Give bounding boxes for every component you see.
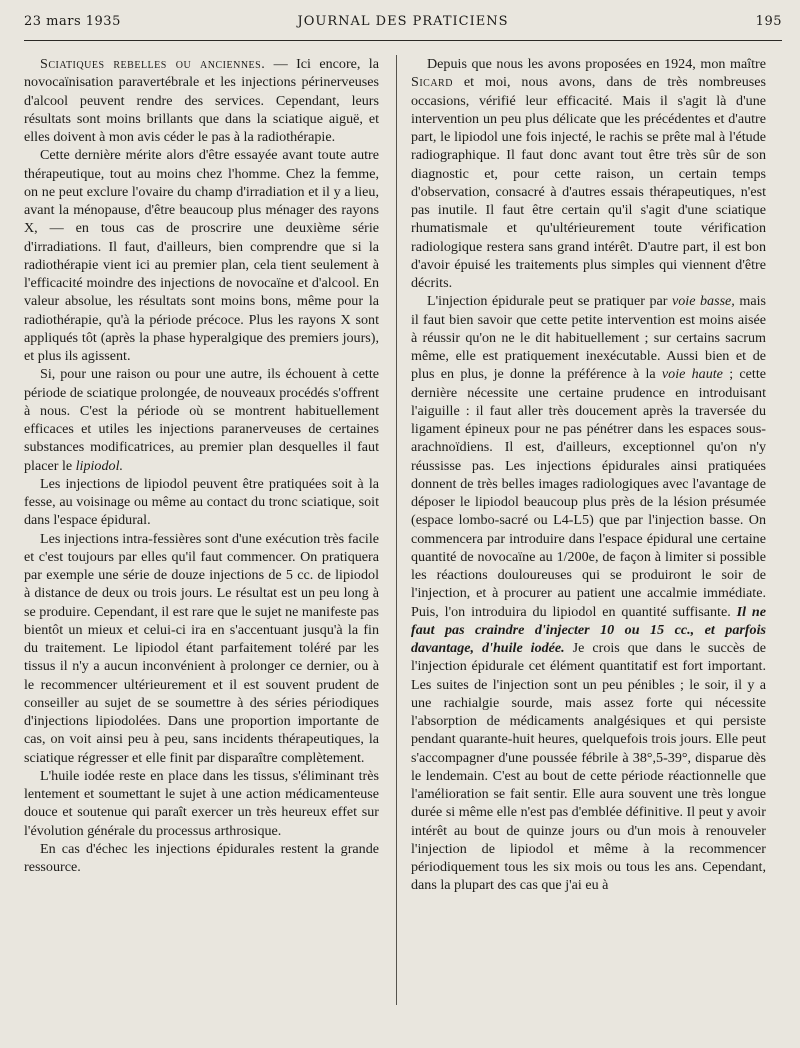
issue-date: 23 mars 1935 xyxy=(24,14,121,29)
paragraph-text: et moi, nous avons, dans de très nombreuses occasions, vérifié leur efficacité. Mais il s'agit là d'une intervention un peu plus délicate que les précédentes et d'autre part, le lipiodol une fois injecté, le rachis se prête mal à l'étude radiographique. Il faut donc avant tout être très sûr de son diagnostic et, pour cette raison, un certain temps d'observation, consacré à d'autres essais thérapeutiques, n'est pas inutile. Il faut être certain qu'il s'agit d'une sciatique rhumatismale et qu'ultérieurement toute vérification radiologique restera sans grand intérêt. D'autre part, il est bon d'avoir épuisé les traitements plus simples qui viennent d'être décrits. xyxy=(411,74,766,291)
emphasized-dosage: Il ne faut pas craindre d'injecter 10 ou 15 cc., et parfois davantage, d'huile iodée. xyxy=(411,603,766,656)
right-column xyxy=(411,55,766,1045)
section-heading: Sciatiques rebelles ou anciennes. xyxy=(40,56,266,72)
paragraph-text: ; cette dernière nécessite une certaine prudence en introduisant l'aiguille : il faut aller très doucement après la traversée du ligament épineux pour ne pas pénétrer dans les espaces sous-arachnoïdiens. Il est, d'ailleurs, exceptionnel qu'on n'y réussisse pas. Les injections épidurales ainsi pratiquées donnent de très belles images radiologiques avec l'avantage de déposer le lipiodol beaucoup plus près de la lésion présumée (espace lombo-sacré ou L4-L5) que par l'injection basse. On commencera par introduire dans l'espace épidural une certaine quantité de novocaïne au 1/200e, de façon à limiter si possible les réactions douloureuses qui se produiront le soir de l'injection, et à procurer au patient une accalmie immédiate. Puis, l'on introduira du lipiodol en quantité suffisante. xyxy=(411,366,767,620)
left-column xyxy=(24,55,379,1045)
paragraph-huile-iodee: L'huile iodée reste en place dans les tissus, s'éliminant très lentement et soumettant le sujet à une action médicamenteuse douce et soutenue qui paraît exercer un très heureux effet sur l'évolution générale du processus arthrosique. xyxy=(24,767,379,839)
voie-haute-term: voie haute xyxy=(661,366,723,383)
page-number: 195 xyxy=(755,14,782,29)
voie-basse-term: voie basse, xyxy=(671,293,735,310)
paragraph-text: Je crois que dans le succès de l'injection épidurale cet élément quantitatif est fort important. Les suites de l'injection sont un peu pénibles ; le soir, il y a une rachialgie sourde, mais assez forte qui nécessite l'absorption de médicaments analgésiques et qui persiste pendant quarante-huit heures, quelquefois trois jours. Elle peut s'accompagner d'une poussée fébrile à 38°,5-39°, disparue dès le lendemain. C'est au bout de cette période réactionnelle que l'amélioration se fait sentir. Elle aura souvent une très longue durée si même elle n'est pas d'emblée définitive. Il peut y avoir intérêt au bout de quinze jours ou d'un mois à renouveler l'injection de lipiodol et même à la recommencer périodiquement tous les six mois ou tous les ans. Cependant, dans la plupart des cas que j'ai eu à xyxy=(411,640,766,894)
paragraph-echec: En cas d'échec les injections épidurales restent la grande ressource. xyxy=(24,840,379,875)
journal-title: JOURNAL DES PRATICIENS xyxy=(297,14,509,29)
paragraph-text: Si, pour une raison ou pour une autre, ils échouent à cette période de sciatique prolongée, de nouveaux procédés s'offrent à nous. C'est la période où se montrent habituellement efficaces et utiles les injections paranerveuses de certaines substances modificatrices, au premier plan desquelles il faut placer le xyxy=(24,366,379,474)
column-divider xyxy=(396,55,397,1005)
paragraph-lipiodol-intro xyxy=(24,365,379,475)
paragraph-text: — Ici encore, la novocaïnisation paravertébrale et les injections périnerveuses d'alcool peuvent rendre des services. Cependant, leurs résultats sont moins brillants que dans la sciatique aiguë, et elles doivent à mon avis céder le pas à la radiothérapie. xyxy=(24,56,379,145)
paragraph-injection-epidurale xyxy=(411,292,766,894)
lipiodol-term: lipiodol. xyxy=(75,457,124,474)
paragraph-injections-lipiodol: Les injections de lipiodol peuvent être pratiquées soit à la fesse, au voisinage ou même au contact du tronc sciatique, soit dans l'espace épidural. xyxy=(24,475,379,529)
text-columns xyxy=(24,55,782,1045)
paragraph-radiotherapie: Cette dernière mérite alors d'être essayée avant toute autre thérapeutique, tout au moins chez l'homme. Chez la femme, on ne peut exclure l'ovaire du champ d'irradiation et il y a lieu, avant la ménopause, d'être beaucoup plus ménager des rayons X, — en tous cas de proscrire une deuxième série d'irradiations. Il faut, d'ailleurs, bien comprendre que si la radiothérapie vient ici au premier plan, cela tient seulement à l'efficacité moindre des injections de novocaïne et d'alcool. En valeur absolue, les résultats sont moins bons, même pour la radiothérapie, qu'à la période précoce. Plus les rayons X sont appliqués tôt (après la phase hyperalgique des premiers jours), et plus ils agissent. xyxy=(24,147,379,364)
paragraph-text: Depuis que nous les avons proposées en 1924, mon maître xyxy=(427,56,766,72)
paragraph-intra-fessieres: Les injections intra-fessières sont d'une exécution très facile et c'est toujours par elles qu'il faut commencer. On pratiquera par exemple une série de douze injections de 5 cc. de lipiodol à distance de deux ou trois jours. Le résultat est un peu long à se produire. Cependant, il est rare que le sujet ne manifeste pas bientôt un mieux et celui-ci ira en s'accentuant jusqu'à la fin du traitement. Le lipiodol étant parfaitement toléré par les tissus il n'y a aucun inconvénient à prolonger ce dernier, ou à le recommencer ultérieurement et il est souvent prudent de conseiller au sujet de se soumettre à des séries périodiques d'injections lipiodolées. Dans une proportion importante de cas, on voit ainsi peu à peu, sans incidents thérapeutiques, la sciatique régresser et elle finit par disparaître complètement. xyxy=(24,530,379,766)
paragraph-sciatiques-rebelles xyxy=(24,55,379,146)
paragraph-text: L'injection épidurale peut se pratiquer par xyxy=(427,293,672,310)
page-header xyxy=(24,14,782,41)
paragraph-text: mais il faut bien savoir que cette petite intervention est moins aisée à réussir qu'on ne le dit habituellement ; sur certains sacrum même, elle est pratiquement inexécutable. Aussi bien et de plus en plus, je donne la préférence à la xyxy=(411,293,766,383)
author-name-sicard: Sicard xyxy=(411,74,453,91)
paragraph-depuis-1924 xyxy=(411,55,766,292)
